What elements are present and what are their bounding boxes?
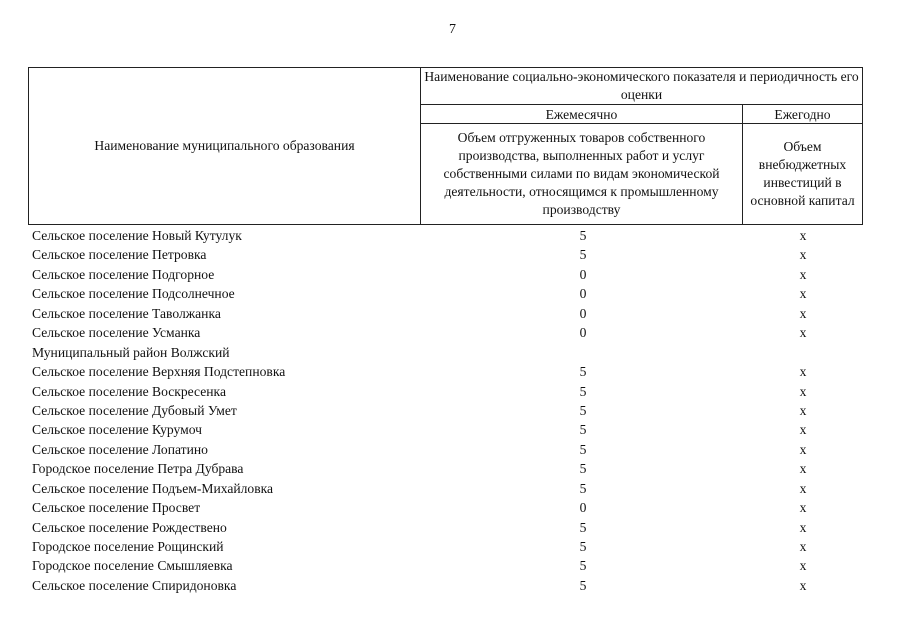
- table-row: [28, 362, 862, 381]
- yearly-value: x: [799, 266, 807, 282]
- yearly-periodicity-header: Ежегодно: [743, 105, 863, 124]
- table-row: [28, 459, 862, 478]
- yearly-value: x: [799, 325, 807, 341]
- monthly-periodicity-header: Ежемесячно: [421, 105, 743, 124]
- yearly-value: x: [799, 228, 807, 243]
- table-row: [28, 284, 862, 303]
- municipality-name: Сельское поселение Петровка: [32, 247, 207, 263]
- municipality-name: Сельское поселение Спиридоновка: [32, 577, 237, 593]
- monthly-value: 5: [579, 364, 587, 380]
- yearly-value: x: [799, 441, 807, 457]
- monthly-value: 0: [579, 305, 587, 321]
- yearly-value: x: [799, 402, 807, 418]
- yearly-value: x: [799, 519, 807, 535]
- yearly-indicator-header: Объем внебюджетных инвестиций в основной капитал: [743, 124, 863, 225]
- municipality-name: Сельское поселение Усманка: [32, 325, 201, 341]
- table-row: [28, 323, 862, 342]
- table-row: [28, 245, 862, 264]
- table-row: [28, 401, 862, 420]
- municipality-name: Сельское поселение Просвет: [32, 500, 201, 516]
- table-row: [28, 440, 862, 459]
- table-row: [28, 556, 862, 575]
- monthly-value: 5: [579, 519, 587, 535]
- monthly-value: 5: [579, 461, 587, 477]
- municipality-name: Сельское поселение Рождествено: [32, 519, 227, 535]
- municipality-name: Муниципальный район Волжский: [32, 344, 230, 360]
- monthly-value: 0: [579, 286, 587, 302]
- monthly-value: 5: [579, 402, 587, 418]
- yearly-value: x: [799, 422, 807, 438]
- yearly-value: x: [799, 247, 807, 263]
- municipality-name: Сельское поселение Подъем-Михайловка: [32, 480, 274, 496]
- yearly-value: x: [799, 461, 807, 477]
- monthly-value: 0: [579, 325, 587, 341]
- municipality-name: Сельское поселение Курумоч: [32, 422, 202, 438]
- yearly-value: x: [799, 383, 807, 399]
- table-row: [28, 518, 862, 537]
- table-row: [28, 498, 862, 517]
- yearly-value: x: [799, 500, 807, 516]
- monthly-value: 5: [579, 480, 587, 496]
- municipality-name: Городское поселение Петра Дубрава: [32, 461, 244, 477]
- municipality-name: Сельское поселение Дубовый Умет: [32, 402, 237, 418]
- municipality-name: Городское поселение Смышляевка: [32, 558, 233, 574]
- indicator-table-body: [28, 226, 862, 595]
- table-row: [28, 537, 862, 556]
- table-row: [28, 382, 862, 401]
- indicator-title-header: Наименование социально-экономического показателя и периодичность его оценки: [421, 68, 863, 105]
- monthly-value: 5: [579, 247, 587, 263]
- table-row: [28, 304, 862, 323]
- municipality-name: Сельское поселение Верхняя Подстепновка: [32, 364, 286, 380]
- yearly-value: x: [799, 558, 807, 574]
- municipality-name: Сельское поселение Лопатино: [32, 441, 208, 457]
- monthly-value: 5: [579, 558, 587, 574]
- table-row: [28, 576, 862, 595]
- monthly-indicator-header: Объем отгруженных товаров собственного производства, выполненных работ и услуг собственными силами по видам экономической деятельности, относящимся к промышленному производству: [421, 124, 743, 225]
- yearly-value: x: [799, 305, 807, 321]
- municipality-name: Сельское поселение Подгорное: [32, 266, 215, 282]
- municipality-name: Сельское поселение Новый Кутулук: [32, 228, 242, 243]
- municipality-name: Сельское поселение Воскресенка: [32, 383, 226, 399]
- indicator-table-header: [28, 67, 863, 225]
- yearly-value: x: [799, 364, 807, 380]
- yearly-value: x: [799, 480, 807, 496]
- municipality-name: Сельское поселение Таволжанка: [32, 305, 221, 321]
- monthly-value: 0: [579, 500, 587, 516]
- yearly-value: x: [799, 539, 807, 554]
- table-row: [28, 265, 862, 284]
- monthly-value: 5: [579, 441, 587, 457]
- yearly-value: x: [799, 286, 807, 302]
- municipality-name: Городское поселение Рощинский: [32, 539, 224, 554]
- municipality-column-header: Наименование муниципального образования: [29, 68, 421, 225]
- table-row: [28, 226, 862, 245]
- table-row: [28, 420, 862, 439]
- yearly-value: x: [799, 577, 807, 593]
- monthly-value: 5: [579, 228, 587, 243]
- table-row: [28, 343, 862, 362]
- monthly-value: 5: [579, 539, 587, 554]
- municipality-name: Сельское поселение Подсолнечное: [32, 286, 235, 302]
- monthly-value: 5: [579, 577, 587, 593]
- page-number: 7: [449, 22, 456, 37]
- table-row: [28, 479, 862, 498]
- monthly-value: 5: [579, 383, 587, 399]
- monthly-value: 0: [579, 266, 587, 282]
- monthly-value: 5: [579, 422, 587, 438]
